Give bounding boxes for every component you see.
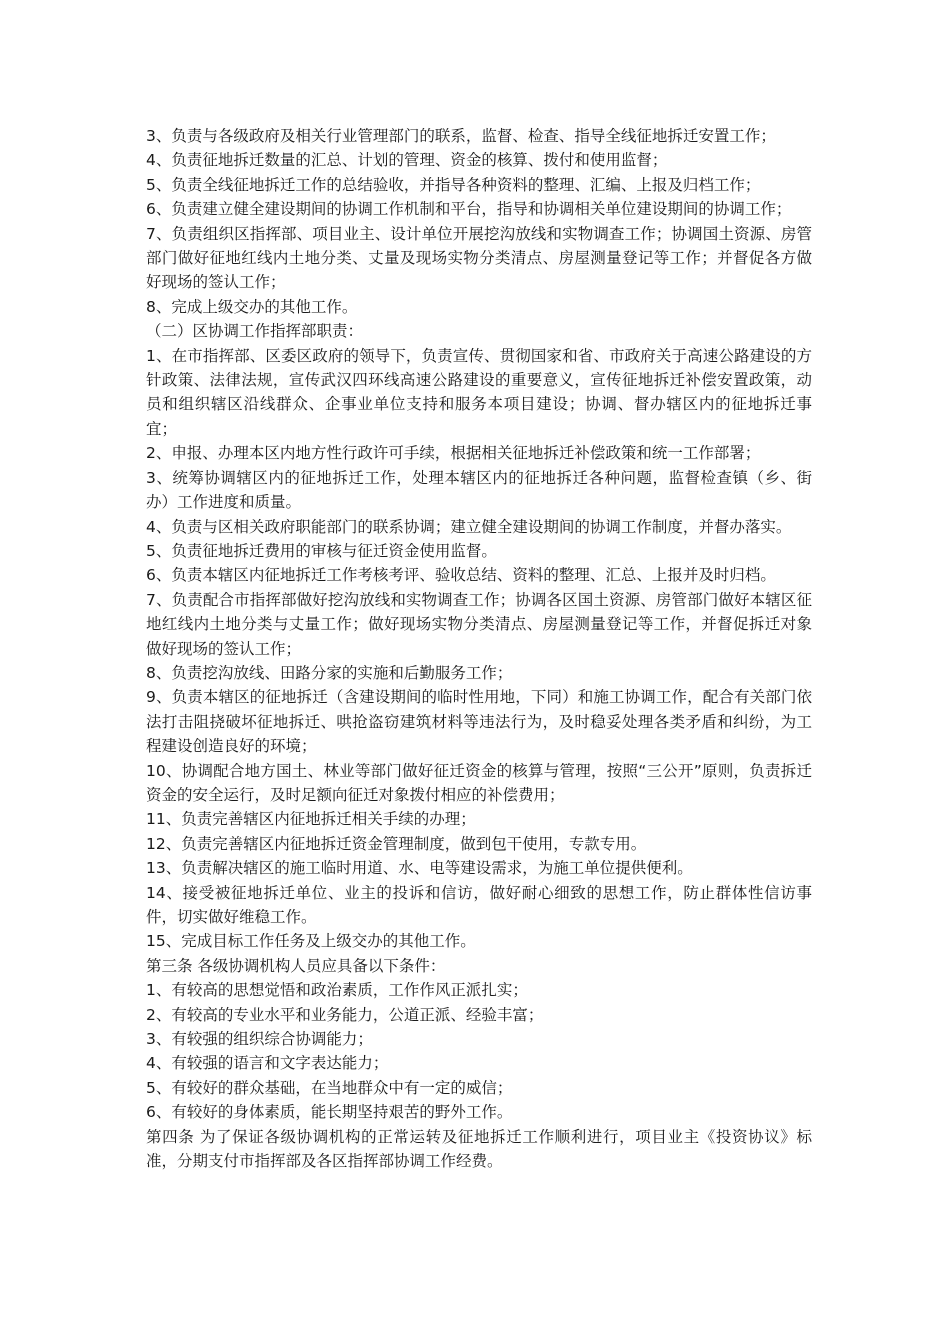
paragraph-item-4: 4、负责征地拆迁数量的汇总、计划的管理、资金的核算、拨付和使用监督；: [146, 151, 668, 170]
qualification-5: 5、有较好的群众基础，在当地群众中有一定的威信；: [146, 1078, 513, 1097]
district-duty-7: 7、负责配合市指挥部做好挖沟放线和实物调查工作；协调各区国土资源、房管部门做好本辖区征地红线内土地分类与丈量工作；做好现场实物分类清点、房屋测量登记等工作，并督促拆迁对象做好现场的签认工作；: [146, 590, 812, 658]
qualification-3: 3、有较强的组织综合协调能力；: [146, 1030, 373, 1049]
article-four-paragraph: 第四条 为了保证各级协调机构的正常运转及征地拆迁工作顺利进行，项目业主《投资协议》标准，分期支付市指挥部及各区指挥部协调工作经费。: [146, 1127, 812, 1171]
district-duty-14: 14、接受被征地拆迁单位、业主的投诉和信访，做好耐心细致的思想工作，防止群体性信访事件，切实做好维稳工作。: [146, 883, 812, 926]
district-duty-13: 13、负责解决辖区的施工临时用道、水、电等建设需求，为施工单位提供便利。: [146, 859, 693, 878]
district-duty-2: 2、申报、办理本区内地方性行政许可手续，根据相关征地拆迁补偿政策和统一工作部署；: [146, 444, 761, 463]
paragraph-item-8: 8、完成上级交办的其他工作。: [146, 297, 358, 316]
district-duty-9: 9、负责本辖区的征地拆迁（含建设期间的临时性用地，下同）和施工协调工作，配合有关部门依法打击阻挠破坏征地拆迁、哄抢盗窃建筑材料等违法行为，及时稳妥处理各类矛盾和纠纷，为工程建设创造良好的环境；: [146, 688, 812, 756]
district-duty-10: 10、协调配合地方国土、林业等部门做好征迁资金的核算与管理，按照“三公开”原则，负责拆迁资金的安全运行，及时足额向征迁对象拨付相应的补偿费用；: [146, 761, 812, 804]
qualification-6: 6、有较好的身体素质，能长期坚持艰苦的野外工作。: [146, 1103, 513, 1122]
district-duty-8: 8、负责挖沟放线、田路分家的实施和后勤服务工作；: [146, 663, 513, 682]
article-three-heading: 第三条 各级协调机构人员应具备以下条件：: [146, 956, 446, 975]
document-body: [146, 124, 812, 1173]
qualification-4: 4、有较强的语言和文字表达能力；: [146, 1054, 389, 1073]
paragraph-item-5: 5、负责全线征地拆迁工作的总结验收，并指导各种资料的整理、汇编、上报及归档工作；: [146, 175, 761, 194]
paragraph-item-7: 7、负责组织区指挥部、项目业主、设计单位开展挖沟放线和实物调查工作；协调国土资源、房管部门做好征地红线内土地分类、丈量及现场实物分类清点、房屋测量登记等工作；并督促各方做好现场的签认工作；: [146, 224, 812, 292]
district-duty-11: 11、负责完善辖区内征地拆迁相关手续的办理；: [146, 810, 476, 829]
section-heading-district: （二）区协调工作指挥部职责：: [146, 322, 364, 341]
district-duty-4: 4、负责与区相关政府职能部门的联系协调；建立健全建设期间的协调工作制度，并督办落实。: [146, 517, 792, 536]
paragraph-item-3: 3、负责与各级政府及相关行业管理部门的联系，监督、检查、指导全线征地拆迁安置工作；: [146, 127, 776, 145]
paragraph-item-6: 6、负责建立健全建设期间的协调工作机制和平台，指导和协调相关单位建设期间的协调工作；: [146, 200, 792, 219]
district-duty-15: 15、完成目标工作任务及上级交办的其他工作。: [146, 932, 476, 951]
qualification-1: 1、有较高的思想觉悟和政治素质，工作作风正派扎实；: [146, 981, 528, 1000]
district-duty-12: 12、负责完善辖区内征地拆迁资金管理制度，做到包干使用，专款专用。: [146, 834, 647, 853]
district-duty-6: 6、负责本辖区内征地拆迁工作考核考评、验收总结、资料的整理、汇总、上报并及时归档。: [146, 566, 776, 585]
qualification-2: 2、有较高的专业水平和业务能力，公道正派、经验丰富；: [146, 1005, 544, 1024]
district-duty-1: 1、在市指挥部、区委区政府的领导下，负责宣传、贯彻国家和省、市政府关于高速公路建设的方针政策、法律法规，宣传武汉四环线高速公路建设的重要意义，宣传征地拆迁补偿安置政策，动员和组织辖区沿线群众、企事业单位支持和服务本项目建设；协调、督办辖区内的征地拆迁事宜；: [146, 346, 812, 438]
district-duty-3: 3、统筹协调辖区内的征地拆迁工作，处理本辖区内的征地拆迁各种问题，监督检查镇（乡、街办）工作进度和质量。: [146, 468, 812, 512]
district-duty-5: 5、负责征地拆迁费用的审核与征迁资金使用监督。: [146, 541, 497, 560]
